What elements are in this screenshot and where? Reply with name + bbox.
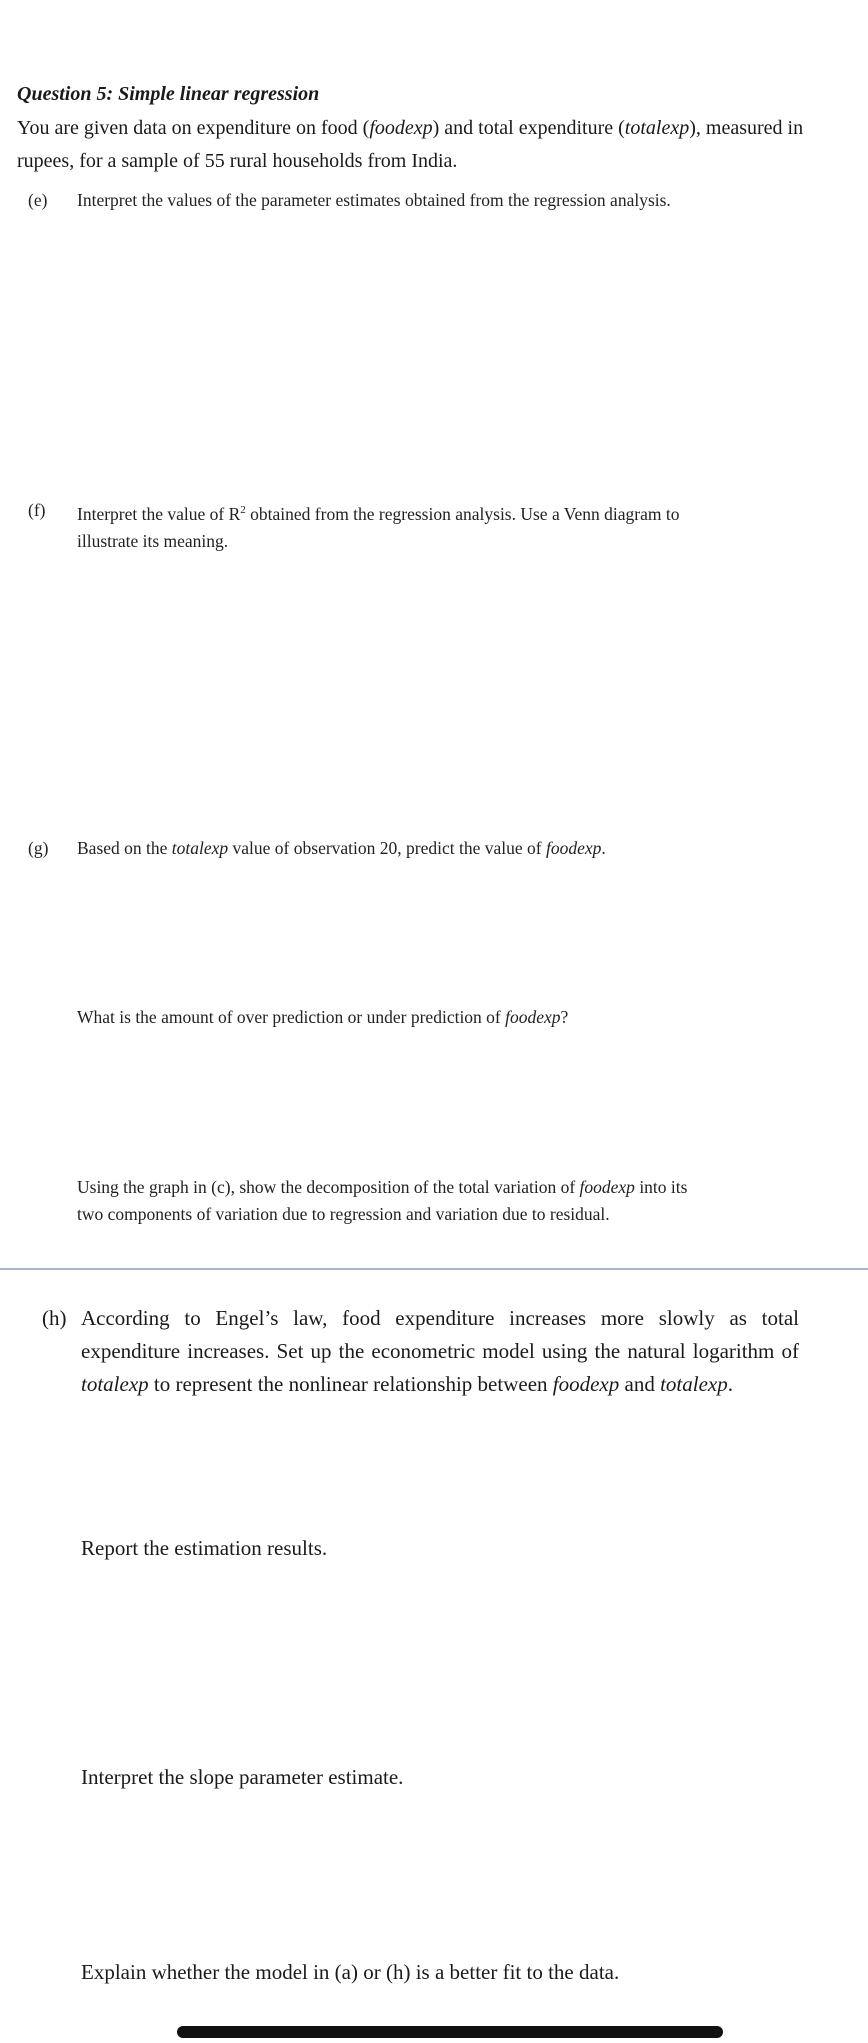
question-intro [17,112,847,178]
part-h-label: (h) [42,1306,67,1330]
part-h-sub1: Report the estimation results. [81,1536,328,1560]
part-h-var-totalexp: totalexp [81,1372,149,1396]
part-h-sub2: Interpret the slope parameter estimate. [81,1765,404,1789]
part-g-text-2: value of observation 20, predict the value of [228,838,546,858]
part-g-sub1 [77,1004,568,1031]
part-f-text-2: obtained from the regression analysis. Use a Venn diagram to illustrate its meaning. [77,503,680,551]
part-g-sub1-var-foodexp: foodexp [505,1007,561,1027]
part-f-text-1: Interpret the value of R [77,503,241,524]
home-indicator[interactable] [177,2026,723,2038]
part-g-text-1: Based on the [77,838,172,858]
part-g-sub2-var-foodexp: foodexp [579,1177,635,1197]
part-g [28,835,695,862]
intro-text-3: ), measured in rupees, for a sample of 55 rural households from India. [17,117,804,172]
part-e-label: (e) [28,190,48,210]
part-h-sub3: Explain whether the model in (a) or (h) is a better fit to the data. [81,1960,620,1984]
question-title: Question 5: Simple linear regression [17,83,320,105]
part-h-text-1: According to Engel’s law, food expenditure increases more slowly as total expenditure increases. Set up the econometric model using the natural logarithm of [81,1306,799,1363]
part-e-text: Interpret the values of the parameter estimates obtained from the regression analysis. [77,190,671,210]
part-g-sub2-text-2: into its two components of variation due to regression and variation due to residual. [77,1177,688,1224]
part-g-sub1-text-2: ? [560,1007,569,1027]
part-h-var-totalexp-2: totalexp [660,1372,728,1396]
intro-var-totalexp: totalexp [624,117,690,139]
part-g-var-foodexp: foodexp [545,838,602,858]
part-g-sub1-text-1: What is the amount of over prediction or under prediction of [77,1007,506,1027]
part-f-text [77,497,695,555]
intro-text-2: ) and total expenditure ( [432,117,625,139]
part-h-text [81,1302,799,1401]
intro-text-1: You are given data on expenditure on food ( [17,117,370,139]
section-divider [0,1268,868,1270]
part-g-sub2 [77,1174,695,1228]
part-e [28,187,695,214]
part-f [28,497,695,555]
part-f-superscript: 2 [240,504,246,516]
part-h-text-3: and [619,1372,661,1396]
intro-var-foodexp: foodexp [369,117,433,139]
part-g-var-totalexp: totalexp [171,838,229,858]
part-g-label: (g) [28,838,49,858]
part-g-text-3: . [601,838,606,858]
part-h-text-4: . [727,1372,733,1396]
part-g-text [77,835,695,862]
part-h-text-2: to represent the nonlinear relationship between [148,1372,553,1396]
part-g-sub2-text-1: Using the graph in (c), show the decomposition of the total variation of [77,1177,580,1197]
part-f-label: (f) [28,500,46,520]
part-h-var-foodexp: foodexp [552,1372,620,1396]
part-h [42,1302,799,1401]
